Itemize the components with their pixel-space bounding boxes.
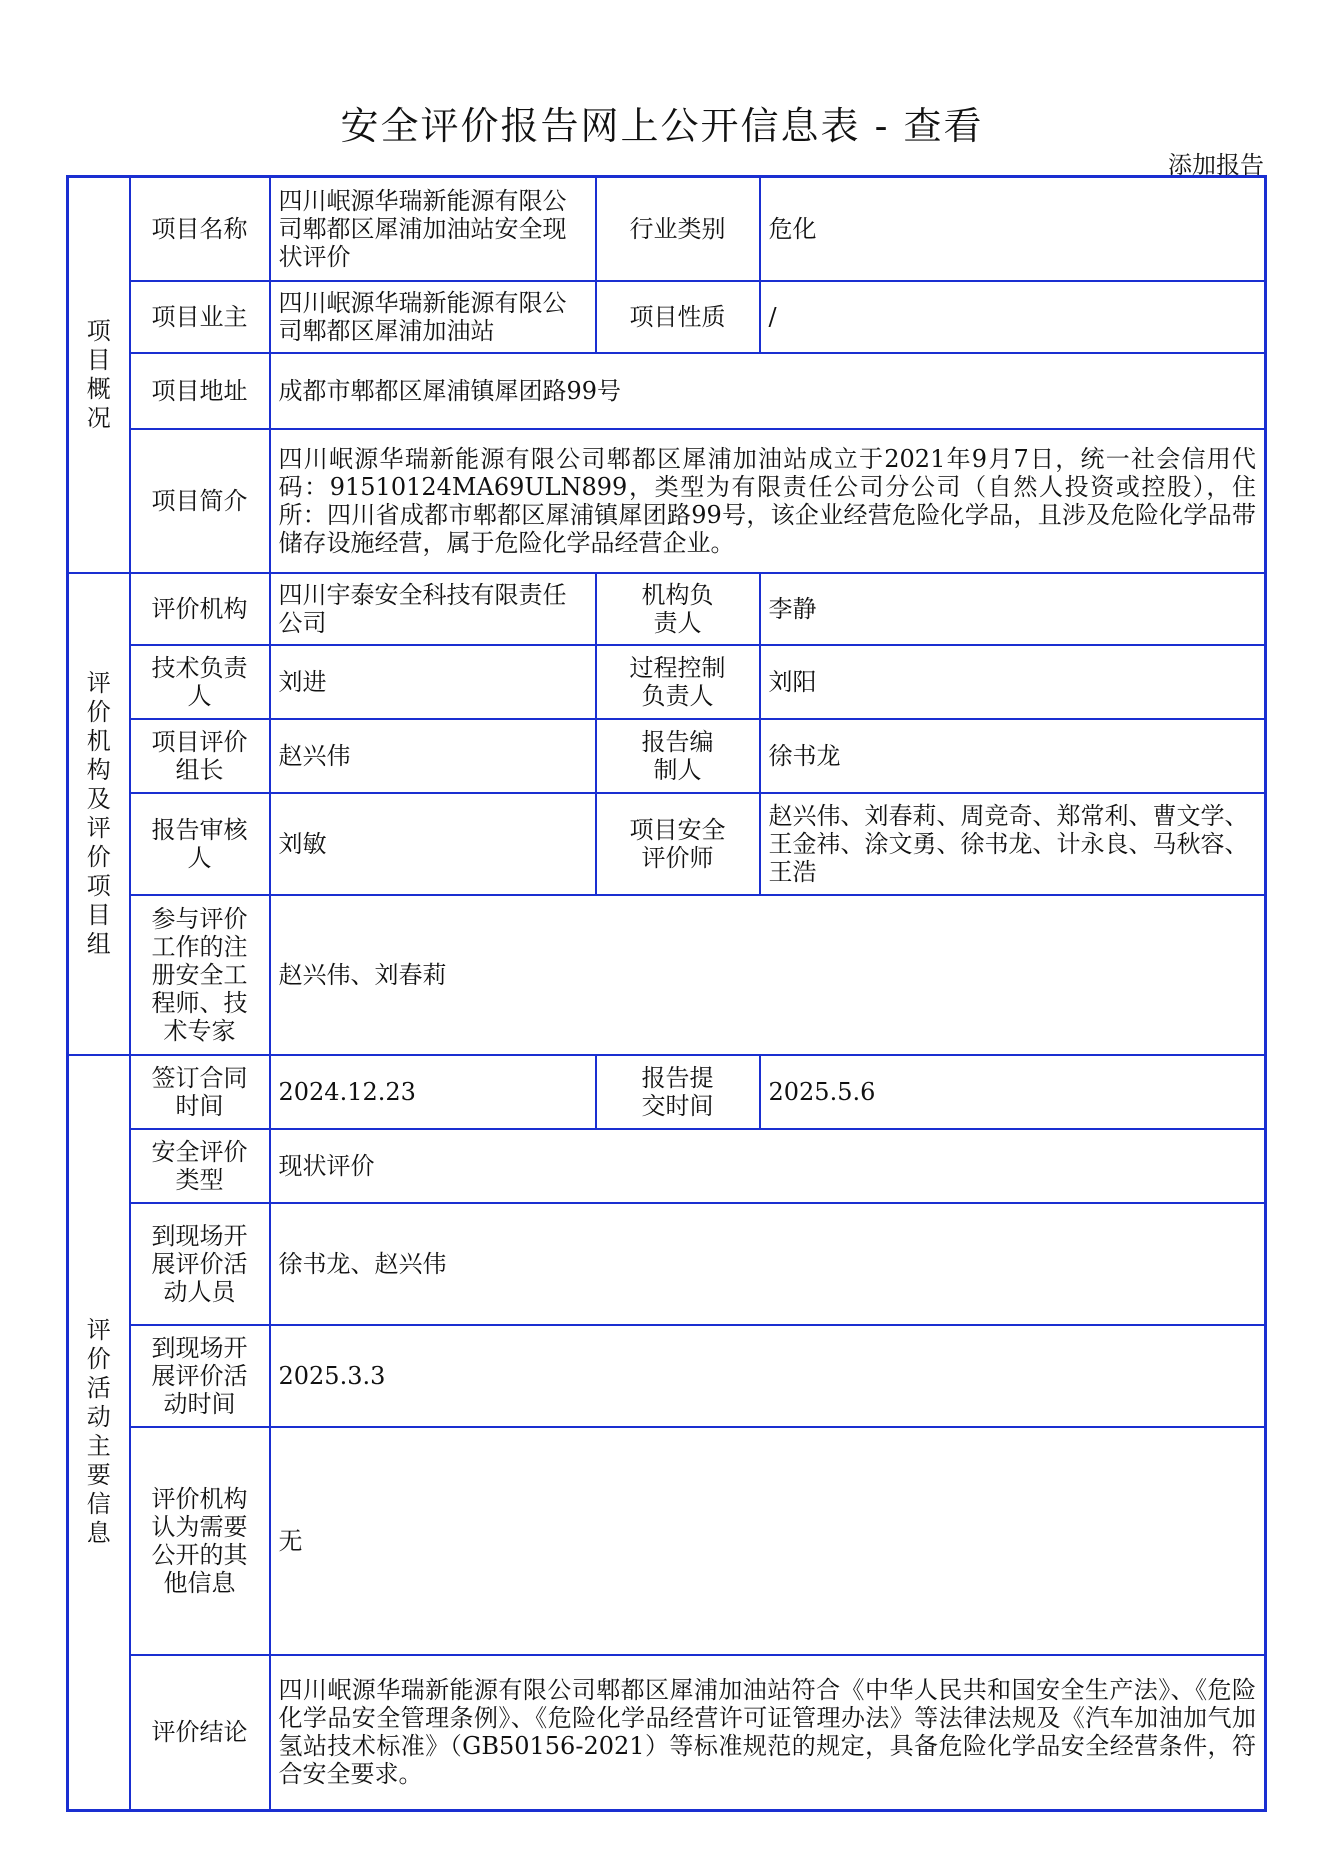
table-row: [68, 1129, 1266, 1203]
table-row: [68, 429, 1266, 573]
org-label: 评价机构: [130, 573, 270, 645]
type-value: 现状评价: [270, 1129, 1266, 1203]
report-author-label: 报告编制人: [596, 719, 760, 793]
industry-label: 行业类别: [596, 177, 760, 281]
other-info-value: 无: [270, 1427, 1266, 1655]
conclusion-label: 评价结论: [130, 1655, 270, 1811]
intro-label: 项目简介: [130, 429, 270, 573]
evaluators-label: 项目安全评价师: [596, 793, 760, 895]
table-row: [68, 573, 1266, 645]
table-row: [68, 793, 1266, 895]
table-row: [68, 1325, 1266, 1427]
address-label: 项目地址: [130, 353, 270, 429]
project-name-value: 四川岷源华瑞新能源有限公司郫都区犀浦加油站安全现状评价: [270, 177, 596, 281]
owner-value: 四川岷源华瑞新能源有限公司郫都区犀浦加油站: [270, 281, 596, 353]
other-info-label: 评价机构认为需要公开的其他信息: [130, 1427, 270, 1655]
industry-value: 危化: [760, 177, 1266, 281]
table-row: [68, 281, 1266, 353]
tech-head-value: 刘进: [270, 645, 596, 719]
site-date-label: 到现场开展评价活动时间: [130, 1325, 270, 1427]
table-row: [68, 177, 1266, 281]
table-row: [68, 1655, 1266, 1811]
team-leader-label: 项目评价组长: [130, 719, 270, 793]
conclusion-value: 四川岷源华瑞新能源有限公司郫都区犀浦加油站符合《中华人民共和国安全生产法》、《危险化学品安全管理条例》、《危险化学品经营许可证管理办法》等法律法规及《汽车加油加气加氢站技术标准》（GB50156-2021）等标准规范的规定，具备危险化学品安全经营条件，符合安全要求。: [270, 1655, 1266, 1811]
site-staff-value: 徐书龙、赵兴伟: [270, 1203, 1266, 1325]
contract-date-value: 2024.12.23: [270, 1055, 596, 1129]
team-leader-value: 赵兴伟: [270, 719, 596, 793]
reviewer-value: 刘敏: [270, 793, 596, 895]
info-table: [66, 175, 1267, 1812]
type-label: 安全评价类型: [130, 1129, 270, 1203]
table-row: [68, 1427, 1266, 1655]
owner-label: 项目业主: [130, 281, 270, 353]
experts-label: 参与评价工作的注册安全工程师、技术专家: [130, 895, 270, 1055]
submit-date-value: 2025.5.6: [760, 1055, 1266, 1129]
page-title: 安全评价报告网上公开信息表 - 查看: [340, 104, 984, 148]
project-name-label: 项目名称: [130, 177, 270, 281]
org-value: 四川宇泰安全科技有限责任公司: [270, 573, 596, 645]
section-agency: 评价机构及评价项目组: [68, 573, 130, 1055]
evaluators-value: 赵兴伟、刘春莉、周竞奇、郑常利、曹文学、王金祎、涂文勇、徐书龙、计永良、马秋容、王浩: [760, 793, 1266, 895]
experts-value: 赵兴伟、刘春莉: [270, 895, 1266, 1055]
org-head-value: 李静: [760, 573, 1266, 645]
site-date-value: 2025.3.3: [270, 1325, 1266, 1427]
table-row: [68, 719, 1266, 793]
tech-head-label: 技术负责人: [130, 645, 270, 719]
process-head-label: 过程控制负责人: [596, 645, 760, 719]
contract-date-label: 签订合同时间: [130, 1055, 270, 1129]
section-overview: 项目概况: [68, 177, 130, 573]
nature-label: 项目性质: [596, 281, 760, 353]
add-report-link[interactable]: 添加报告: [1168, 151, 1264, 179]
address-value: 成都市郫都区犀浦镇犀团路99号: [270, 353, 1266, 429]
report-author-value: 徐书龙: [760, 719, 1266, 793]
table-row: [68, 895, 1266, 1055]
org-head-label: 机构负责人: [596, 573, 760, 645]
submit-date-label: 报告提交时间: [596, 1055, 760, 1129]
intro-value: 四川岷源华瑞新能源有限公司郫都区犀浦加油站成立于2021年9月7日，统一社会信用代码：91510124MA69ULN899，类型为有限责任公司分公司（自然人投资或控股），住所：四川省成都市郫都区犀浦镇犀团路99号，该企业经营危险化学品，且涉及危险化学品带储存设施经营，属于危险化学品经营企业。: [270, 429, 1266, 573]
section-activity: 评价活动主要信息: [68, 1055, 130, 1811]
process-head-value: 刘阳: [760, 645, 1266, 719]
reviewer-label: 报告审核人: [130, 793, 270, 895]
table-row: [68, 1055, 1266, 1129]
table-row: [68, 645, 1266, 719]
table-row: [68, 353, 1266, 429]
nature-value: /: [760, 281, 1266, 353]
table-row: [68, 1203, 1266, 1325]
site-staff-label: 到现场开展评价活动人员: [130, 1203, 270, 1325]
